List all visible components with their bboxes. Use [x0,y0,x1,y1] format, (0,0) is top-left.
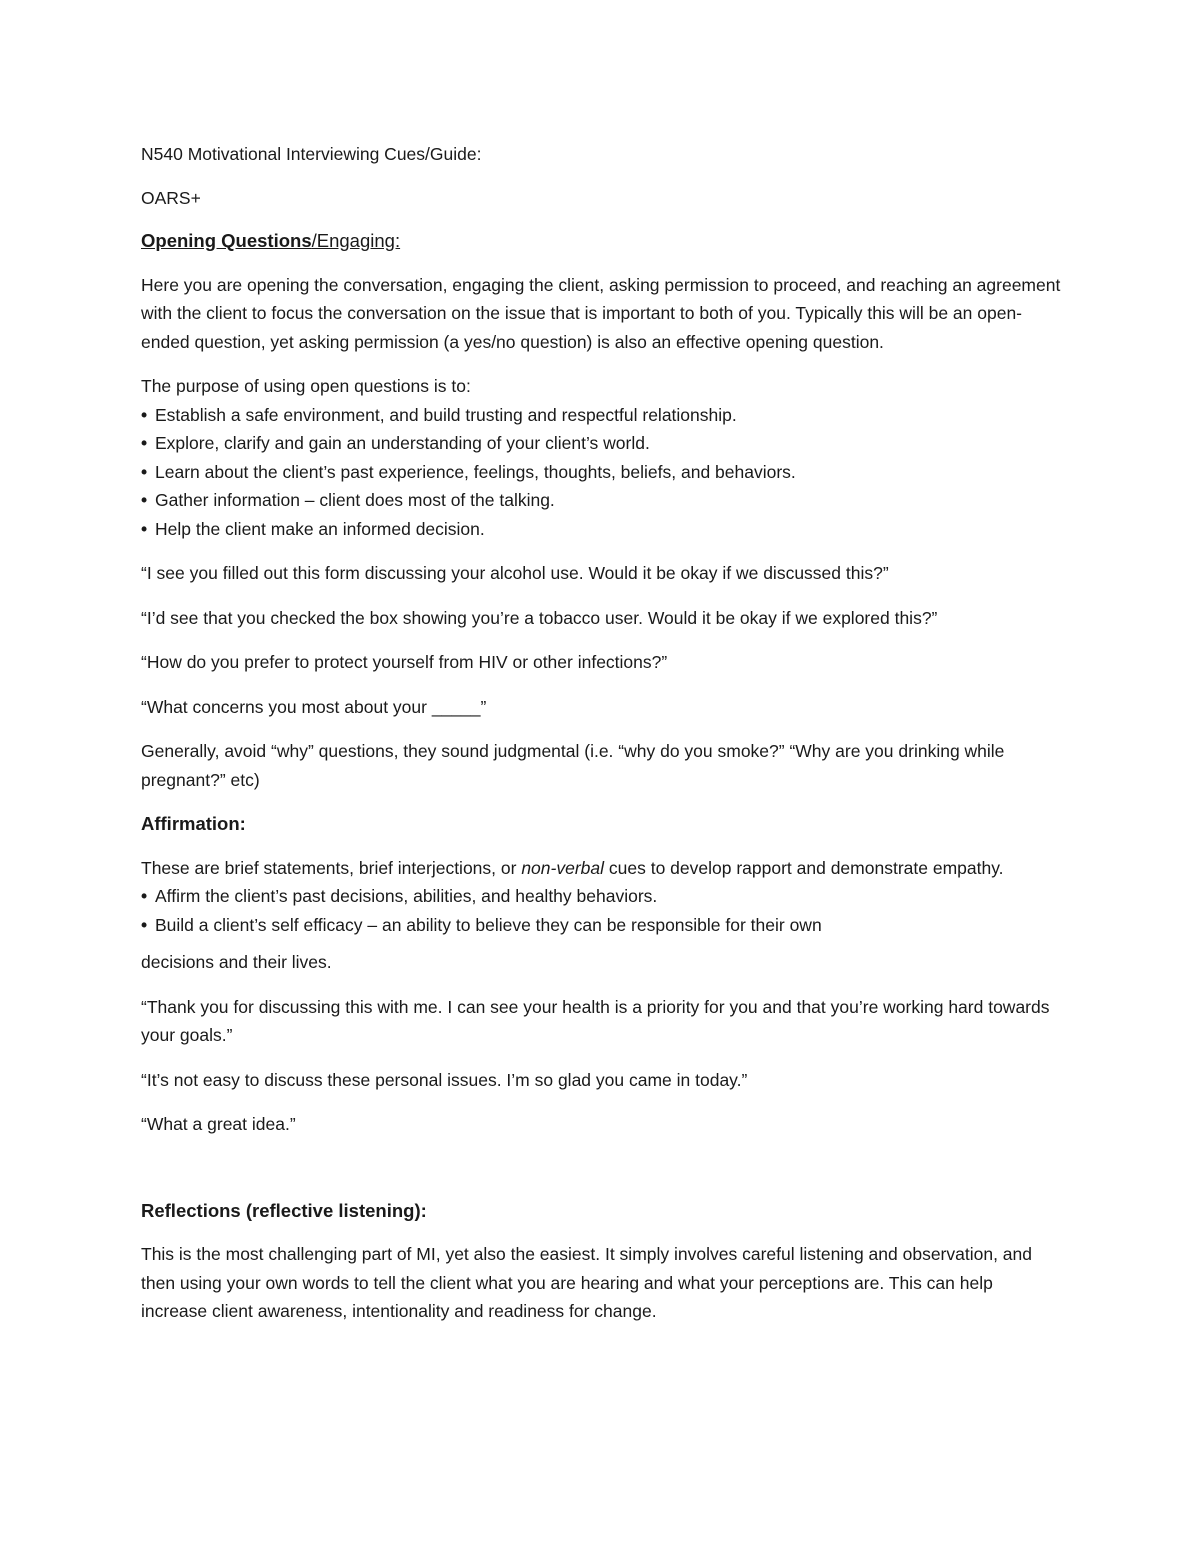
list-item: • Help the client make an informed decision. [141,515,1061,544]
affirmation-intro: These are brief statements, brief interjections, or non-verbal cues to develop rapport and demonstrate empathy. [141,857,1004,878]
opening-heading-bold: Opening Questions [141,230,312,251]
bullet-icon: • [141,914,148,935]
opening-purpose-lead: The purpose of using open questions is to: [141,376,471,396]
bullet-icon: • [141,404,148,425]
list-item: • Establish a safe environment, and build trusting and respectful relationship. [141,401,1061,430]
non-verbal-emphasis: non-verbal [521,857,605,878]
affirmation-example-quote: “Thank you for discussing this with me. I can see your health is a priority for you and that you’re working hard towards your goals.” [141,996,1050,1045]
opening-bullet-list [141,401,1061,544]
bullet-icon: • [141,461,148,482]
opening-heading-rest: /Engaging: [311,230,401,251]
opening-example-quote: “I’d see that you checked the box showing you’re a tobacco user. Would it be okay if we explored this?” [141,607,938,628]
affirmation-bullet-list [141,882,1061,939]
reflections-heading: Reflections (reflective listening): [141,1199,427,1221]
list-item: • Affirm the client’s past decisions, abilities, and healthy behaviors. [141,882,1061,911]
opening-intro: Here you are opening the conversation, engaging the client, asking permission to proceed, and reaching an agreement with the client to focus the conversation on the issue that is important to both of you. Typically this will be an open-ended question, yet asking permission (a yes/no question) is also an effective opening question. [141,274,1061,352]
avoid-why-note: Generally, avoid “why” questions, they sound judgmental (i.e. “why do you smoke?” “Why are you drinking while pregnant?” etc) [141,741,1005,790]
reflections-body: This is the most challenging part of MI, yet also the easiest. It simply involves careful listening and observation, and then using your own words to tell the client what you are hearing and what your perceptions are. This can help increase client awareness, intentionality and readiness for change. [141,1244,1033,1321]
bullet-icon: • [141,886,148,906]
opening-example-quote: “What concerns you most about your _____” [141,696,487,717]
bullet-icon: • [141,490,148,510]
list-item: • Explore, clarify and gain an understanding of your client’s world. [141,429,1061,458]
opening-example-quote: “How do you prefer to protect yourself from HIV or other infections?” [141,652,668,672]
list-item: • Learn about the client’s past experience, feelings, thoughts, beliefs, and behaviors. [141,458,1061,487]
list-item: • Build a client’s self efficacy – an ability to believe they can be responsible for their own [141,911,1061,940]
affirmation-continuation: decisions and their lives. [141,952,332,972]
opening-questions-heading [141,227,1061,256]
opening-example-quote: “I see you filled out this form discussing your alcohol use. Would it be okay if we discussed this?” [141,563,889,583]
affirmation-example-quote: “What a great idea.” [141,1114,296,1134]
document-page [141,140,1061,1326]
bullet-icon: • [141,433,148,453]
document-title: N540 Motivational Interviewing Cues/Guide: [141,144,482,164]
list-item: • Gather information – client does most of the talking. [141,486,1061,515]
affirmation-example-quote: “It’s not easy to discuss these personal issues. I’m so glad you came in today.” [141,1069,748,1090]
bullet-icon: • [141,518,148,539]
affirmation-heading: Affirmation: [141,813,246,834]
document-subtitle: OARS+ [141,187,201,208]
